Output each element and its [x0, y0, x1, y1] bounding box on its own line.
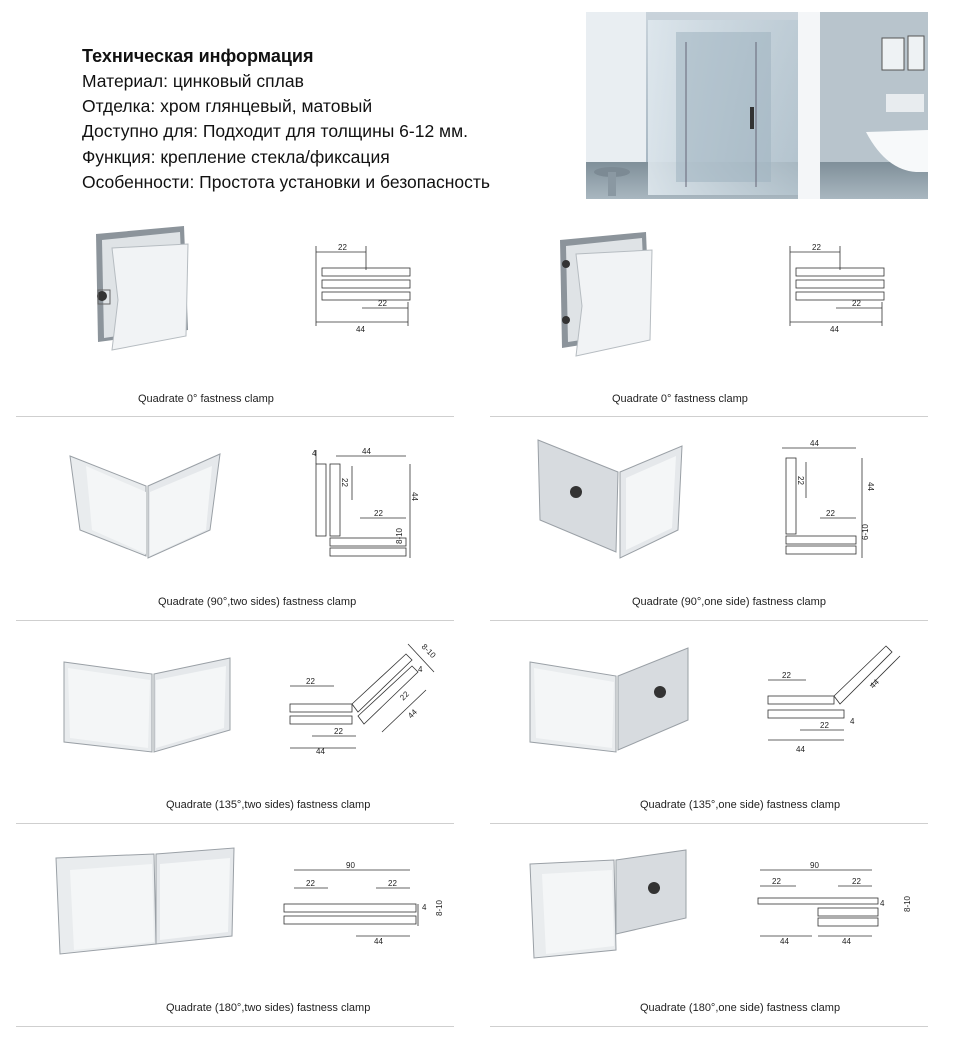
clamp-180-two-drawing — [16, 824, 456, 1028]
clamp-135-one-dim-b: 22 — [820, 721, 829, 730]
clamp-90-one-dim-b: 22 — [796, 476, 805, 485]
clamp-180-one-dim-b: 22 — [772, 877, 781, 886]
clamp-180-two-dim-a: 90 — [346, 861, 355, 870]
clamp-90-two-dim-d: 22 — [374, 509, 383, 518]
divider — [16, 823, 454, 824]
clamp-135-two-dim-a: 22 — [306, 677, 315, 686]
clamp-135-one-dim-a: 22 — [782, 671, 791, 680]
clamp-180-two-dim-e: 4 — [422, 903, 427, 912]
clamp-180-one-drawing — [490, 824, 930, 1028]
caption-2: Quadrate 0° fastness clamp — [612, 393, 748, 405]
clamp-180-two-dim-f: 8-10 — [435, 899, 444, 916]
clamp-0-dim-c: 44 — [356, 325, 365, 334]
product-cell-8 — [490, 824, 930, 1028]
product-cell-5 — [16, 620, 456, 824]
clamp-90-two-drawing — [16, 418, 456, 620]
spec-material: Материал: цинковый сплав — [82, 71, 304, 91]
divider — [490, 416, 928, 417]
caption-1: Quadrate 0° fastness clamp — [138, 393, 274, 405]
clamp-135-two-dim-b: 22 — [334, 727, 343, 736]
spec-finish: Отделка: хром глянцевый, матовый — [82, 96, 373, 117]
clamp-90-one-dim-e: 6-10 — [861, 523, 870, 540]
clamp-90-one-dim-a: 44 — [810, 439, 819, 448]
spec-features: Особенности: Простота установки и безопасность — [82, 171, 491, 192]
divider — [16, 620, 454, 621]
clamp-180-two-dim-c: 22 — [388, 879, 397, 888]
clamp-135-one-dim-d: 44 — [868, 677, 881, 691]
clamp-180-one-dim-f: 4 — [880, 899, 885, 908]
clamp-180-one-dim-c: 22 — [852, 877, 861, 886]
clamp-0-dim-b: 22 — [378, 299, 387, 308]
clamp-0-dim-a: 22 — [338, 243, 347, 252]
caption-4: Quadrate (90°,one side) fastness clamp — [632, 596, 826, 608]
clamp-90-one-dim-c: 44 — [866, 482, 875, 491]
clamp-135-two-dim-g: 4 — [418, 665, 423, 674]
product-cell-6 — [490, 620, 930, 824]
clamp-180-one-dim-d: 44 — [780, 937, 789, 946]
clamp-90-two-dim-a: 44 — [362, 447, 371, 456]
divider — [16, 1026, 454, 1027]
clamp-180-two-dim-d: 44 — [374, 937, 383, 946]
spec-function: Функция: крепление стекла/фиксация — [82, 146, 390, 167]
clamp-180-one-dim-e: 44 — [842, 937, 851, 946]
product-cell-4 — [490, 418, 930, 620]
clamp-180-one-dim-g: 8-10 — [903, 895, 912, 912]
clamp-90-two-dim-f: 4 — [312, 449, 317, 458]
clamp-135-one-dim-c: 44 — [796, 745, 805, 754]
clamp-135-two-dim-f: 8-10 — [419, 642, 438, 660]
clamp-135-two-drawing — [16, 620, 456, 824]
clamp-90-two-dim-c: 44 — [410, 492, 419, 501]
clamp-0-drawing — [16, 210, 456, 418]
clamp-0-2-dim-a: 22 — [812, 243, 821, 252]
product-cell-3 — [16, 418, 456, 620]
clamp-0-2-dim-b: 22 — [852, 299, 861, 308]
clamp-180-one-dim-a: 90 — [810, 861, 819, 870]
product-cell-2 — [490, 210, 930, 418]
divider — [16, 416, 454, 417]
clamp-90-one-drawing — [490, 418, 930, 620]
spec-thickness: Доступно для: Подходит для толщины 6-12 мм. — [82, 121, 468, 142]
clamp-135-one-dim-e: 4 — [850, 717, 855, 726]
caption-6: Quadrate (135°,one side) fastness clamp — [640, 799, 841, 811]
product-cell-1 — [16, 210, 456, 418]
divider — [490, 1026, 928, 1027]
caption-3: Quadrate (90°,two sides) fastness clamp — [158, 596, 357, 608]
clamp-135-two-dim-d: 44 — [406, 707, 419, 721]
clamp-0-drawing-2 — [490, 210, 930, 418]
clamp-0-2-dim-c: 44 — [830, 325, 839, 334]
divider — [490, 620, 928, 621]
clamp-90-one-dim-d: 22 — [826, 509, 835, 518]
caption-5: Quadrate (135°,two sides) fastness clamp — [166, 799, 371, 811]
spec-title: Техническая информация — [82, 46, 314, 66]
clamp-135-two-dim-e: 22 — [398, 689, 411, 703]
divider — [490, 823, 928, 824]
clamp-90-two-dim-e: 8-10 — [395, 527, 404, 544]
spec-block — [82, 44, 582, 195]
product-cell-7 — [16, 824, 456, 1028]
clamp-135-one-drawing — [490, 620, 930, 824]
clamp-90-two-dim-b: 22 — [340, 478, 349, 487]
clamp-180-two-dim-b: 22 — [306, 879, 315, 888]
clamp-135-two-dim-c: 44 — [316, 747, 325, 756]
caption-8: Quadrate (180°,one side) fastness clamp — [640, 1002, 841, 1014]
caption-7: Quadrate (180°,two sides) fastness clamp — [166, 1002, 371, 1014]
shower-room-photo — [586, 12, 928, 199]
